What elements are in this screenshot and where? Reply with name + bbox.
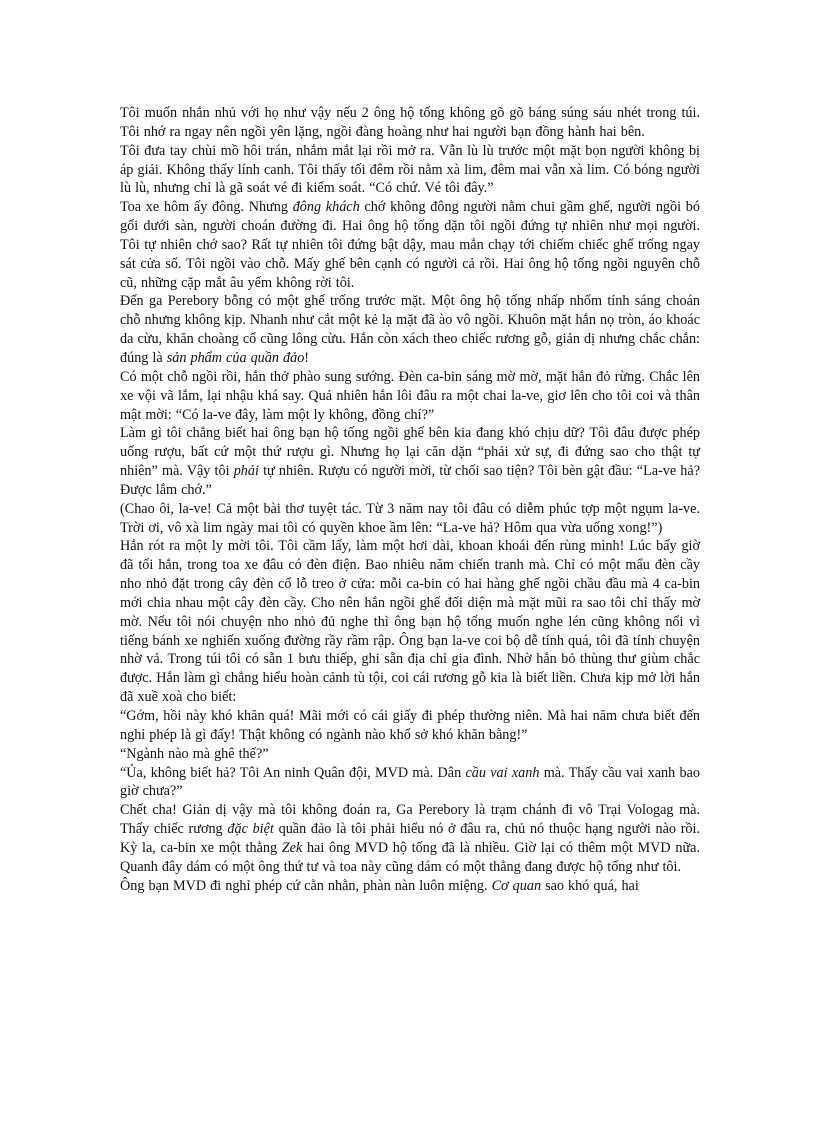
text-run: Ông bạn MVD đi nghỉ phép cứ cằn nhằn, phàn nàn luôn miệng. xyxy=(120,877,492,894)
paragraph xyxy=(120,877,700,896)
paragraph xyxy=(120,142,700,199)
paragraph xyxy=(120,292,700,367)
text-run: hai ông MVD hộ tống đã là nhiều. Giờ lại có thêm một MVD nữa. Quanh đây dám có một ông thứ tư và toa này cũng dám có một thằng đang được hộ tống như tôi. xyxy=(120,839,700,875)
document-page xyxy=(120,104,700,895)
paragraph xyxy=(120,764,700,802)
paragraph xyxy=(120,801,700,876)
text-run: (Chao ôi, la-ve! Cả một bài thơ tuyệt tác. Từ 3 năm nay tôi đâu có diễm phúc tợp một ngụm la-ve. Trời ơi, vô xà lim ngày mai tôi có quyền khoe ầm lên: “La-ve hả? Hôm qua vừa uống xong!”) xyxy=(120,500,700,536)
text-run: Đến ga Perebory bỗng có một ghế trống trước mặt. Một ông hộ tống nhấp nhổm tính sáng choán chỗ nhưng không kịp. Nhanh như cắt một kẻ lạ mặt đã ào vô ngồi. Khuôn mặt hắn nọ tròn, áo khoác da cừu, khăn choàng cổ cũng lông cừu. Hắn còn xách theo chiếc rương gỗ, giản dị nhưng chắc chắn: đúng là xyxy=(120,293,700,366)
text-run: Chết cha! Giản dị vậy mà tôi không đoán ra, Ga Perebory là trạm chánh đi vô Trại Vologag mà. Thấy chiếc rương xyxy=(120,802,700,838)
italic-text: đặc biệt xyxy=(227,821,274,838)
italic-text: Zek xyxy=(281,839,303,856)
text-run: Tôi muốn nhắn nhủ với họ như vậy nếu 2 ông hộ tống không gõ gõ báng súng sáu nhét trong túi. Tôi nhớ ra ngay nên ngồi yên lặng, ngồi đàng hoàng như hai người bạn đồng hành hai bên. xyxy=(120,105,700,140)
text-run: quần đảo là tôi phải hiểu nó ở đâu ra, chủ nó thuộc hạng người nào rồi. Kỳ la, ca-bin xe một thằng xyxy=(120,821,701,856)
italic-text: đông khách xyxy=(292,199,360,216)
paragraph xyxy=(120,707,700,745)
paragraph xyxy=(120,500,700,538)
text-run: tự nhiên. Rượu có người mời, từ chối sao tiện? Tôi bèn gật đầu: “La-ve hả? Được lắm chớ.” xyxy=(120,463,700,498)
text-run: Toa xe hôm ấy đông. Nhưng xyxy=(120,199,293,216)
text-run: “Gớm, hồi này khó khăn quá! Mãi mới có cái giấy đi phép thường niên. Mà hai năm chưa biết đến nghỉ phép là gì đấy! Thật không có ngành nào khổ sở khó khăn bằng!” xyxy=(120,708,700,743)
italic-text: cầu vai xanh xyxy=(465,764,540,781)
paragraph xyxy=(120,198,700,292)
text-run: sao khó quá, hai xyxy=(541,877,639,894)
italic-text: Cơ quan xyxy=(491,877,542,894)
text-run: “Ủa, không biết hả? Tôi An ninh Quân đội, MVD mà. Dân xyxy=(120,764,466,781)
text-run: Hắn rót ra một ly mời tôi. Tôi cầm lấy, làm một hơi dài, khoan khoái đến rùng mình! Lúc bấy giờ đã tối hẳn, trong toa xe đâu có đèn điện. Bao nhiêu năm chiến tranh mà. Chỉ có một mẩu đèn cầy nho nhỏ đặt trong cây đèn cổ lỗ treo ở cửa: mỗi ca-bin có hai hàng ghế ngồi chầu đầu mà 4 ca-bin mới chia nhau một cây đèn cầy. Cho nên hắn ngồi ghế đối diện mà mặt mũi ra sao tôi chỉ thấy mờ mờ. Nếu tôi nói chuyện nho nhỏ đủ nghe thì ông bạn hộ tống muốn nghe lén cũng không nổi vì tiếng bánh xe nghiến xuống đường rầy rầm rập. Ông bạn la-ve coi bộ dễ tính quá, tôi đã tính chuyện nhờ vả. Trong túi tôi có sẵn 1 bưu thiếp, ghi sẵn địa chỉ gia đình. Nhờ hắn bỏ thùng thư giùm chắc được. Hắn làm gì chẳng hiểu hoàn cảnh tù tội, coi cái rương gỗ kia là biết liền. Chưa kịp mở lời hắn đã xuề xoà cho biết: xyxy=(120,538,700,706)
italic-text: phải xyxy=(233,463,259,480)
text-run: Làm gì tôi chẳng biết hai ông bạn hộ tống ngồi ghế bên kia đang khó chịu dữ? Tôi đâu được phép uống rượu, bất cứ một thứ rượu gì. Nhưng họ lại căn dặn “phải xử sự, đi đứng sao cho thật tự nhiên” mà. Vậy tôi xyxy=(120,425,700,480)
text-run: “Ngành nào mà ghê thế?” xyxy=(120,745,269,762)
text-run: Có một chỗ ngồi rồi, hắn thở phào sung sướng. Đèn ca-bin sáng mờ mờ, mặt hắn đỏ rừng. Chắc lên xe vội vã lắm, lại nhậu khá say. Quả nhiên hắn lôi đâu ra một chai la-ve, giơ lên cho tôi coi và thân mật mời: “Có la-ve đây, làm một ly không, đồng chí?” xyxy=(120,368,700,423)
italic-text: sản phẩm của quần đảo xyxy=(166,349,305,366)
text-run: Tôi đưa tay chùi mồ hôi trán, nhắm mắt lại rồi mở ra. Vẫn lù lù trước một mặt bọn người không bị áp giải. Không thấy lính canh. Tôi thấy tối đêm rồi nằm xà lim, đêm mai vẫn xà lim. Có bóng người lù lù, nhưng chỉ là gã soát vé đi kiểm soát. “Có chứ. Vé tôi đây.” xyxy=(120,142,700,197)
paragraph xyxy=(120,745,700,764)
text-run: chớ không đông người nằm chui gầm ghế, người ngồi bó gối dưới sàn, người choán đường đi. Hai ông hộ tống dặn tôi ngồi đứng tự nhiên như mọi người. Tôi tự nhiên chớ sao? Rất tự nhiên tôi đứng bật dậy, mau mắn chạy tới chiếm chiếc ghế trống ngay sát cửa sổ. Tôi ngồi vào chỗ. Mấy ghế bên cạnh có người cả rồi. Hai ông hộ tống ngồi nguyên chỗ cũ, những cặp mắt âu yếm không rời tôi. xyxy=(120,199,700,291)
paragraph xyxy=(120,104,700,142)
paragraph xyxy=(120,368,700,425)
paragraph xyxy=(120,537,700,707)
text-run: ! xyxy=(304,349,310,366)
paragraph xyxy=(120,424,700,499)
text-run: mà. Thấy cầu vai xanh bao giờ chưa?” xyxy=(120,764,700,800)
